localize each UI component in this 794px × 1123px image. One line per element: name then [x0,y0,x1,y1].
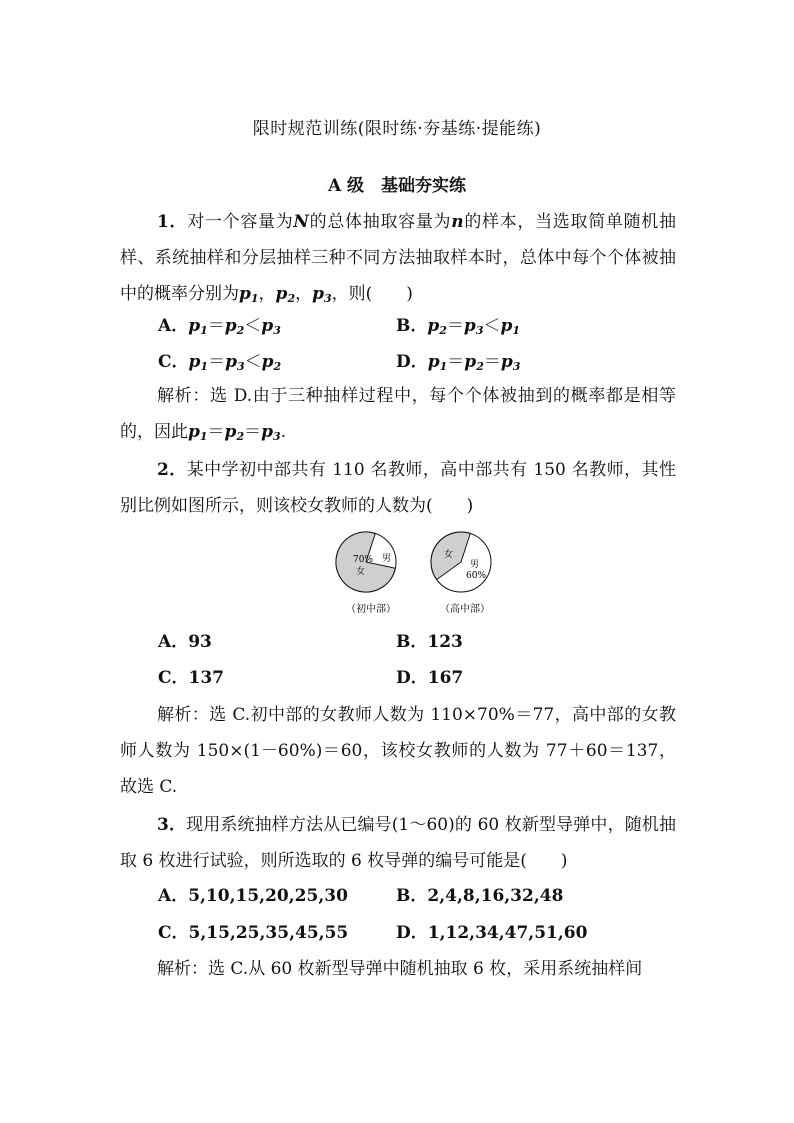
q3-option-d: D．1,12,34,47,51,60 [396,923,588,943]
q1-stem-c: 的样本，当选取简单随机抽样、系统抽样和分层抽样三种不同方法抽取样本时，总体中每个个体被抽中的概率分别为 [120,212,676,304]
gender-ratio-pie-charts [330,530,500,620]
q1-stem-b: 的总体抽取容量为 [308,212,452,232]
q3-option-b: B．2,4,8,16,32,48 [396,886,564,906]
q2-option-b: B．123 [396,632,463,652]
q1-stem-d: ，则( ) [331,284,413,304]
q1-stem-a: 对一个容量为 [187,212,294,232]
q2-option-d: D．167 [396,668,464,688]
question-1-stem: 1．对一个容量为N的总体抽取容量为n的样本，当选取简单随机抽样、系统抽样和分层抽样三种不同方法抽取样本时，总体中每个个体被抽中的概率分别为$p_1$，$p_2$，$p_3$，则( ) [120,212,676,305]
q2-option-a: A．93 [158,632,212,652]
question-3-stem: 3．现用系统抽样方法从已编号(1～60)的 60 枚新型导弹中，随机抽取 6 枚进行试验，则所选取的 6 枚导弹的编号可能是( ) [120,815,676,871]
page-title: 限时规范训练(限时练·夯基练·提能练) [252,119,542,139]
q1-option-b: B．$p_2=p_3<p_1$ [396,316,521,337]
q2-option-c: C．137 [158,668,225,688]
q1-probabilities: $p_1$ [239,284,259,305]
junior-female-label: 女 [356,567,366,577]
q1-option-d: D．$p_1=p_2=p_3$ [396,352,521,373]
q3-option-a: A．5,10,15,20,25,30 [158,886,348,906]
q2-analysis: 解析：选 C.初中部的女教师人数为 110×70%＝77，高中部的女教师人数为 150×(1－60%)＝60，该校女教师的人数为 77＋60＝137，故选 C. [120,705,676,797]
senior-caption: （高中部） [440,604,490,615]
q1-analysis: 解析：选 D.由于三种抽样过程中，每个个体被抽到的概率都是相等的，因此$p_1=p_2=p_3$. [120,386,676,443]
q1-option-c: C．$p_1=p_3<p_2$ [158,352,282,373]
senior-female-label: 女 [444,550,454,560]
question-2-stem: 2．某中学初中部共有 110 名教师，高中部共有 150 名教师，其性别比例如图所示，则该校女教师的人数为( ) [120,460,676,516]
q3-analysis: 解析：选 C.从 60 枚新型导弹中随机抽取 6 枚，采用系统抽样间 [157,959,643,979]
q1-var-n: n [451,212,464,232]
junior-male-label: 男 [382,554,392,564]
q1-option-a: A．$p_1=p_2<p_3$ [158,316,281,337]
q1-var-N: N [293,212,309,232]
junior-pie-chart [336,532,396,615]
q1-number: 1． [157,212,188,232]
section-heading: A 级 基础夯实练 [327,176,467,196]
junior-pct-label: 70% [353,555,374,565]
senior-pie-chart [431,532,491,615]
senior-male-label: 男 [470,560,480,570]
senior-pct-label: 60% [466,571,487,581]
q3-option-c: C．5,15,25,35,45,55 [158,923,349,943]
junior-caption: （初中部） [346,604,396,615]
